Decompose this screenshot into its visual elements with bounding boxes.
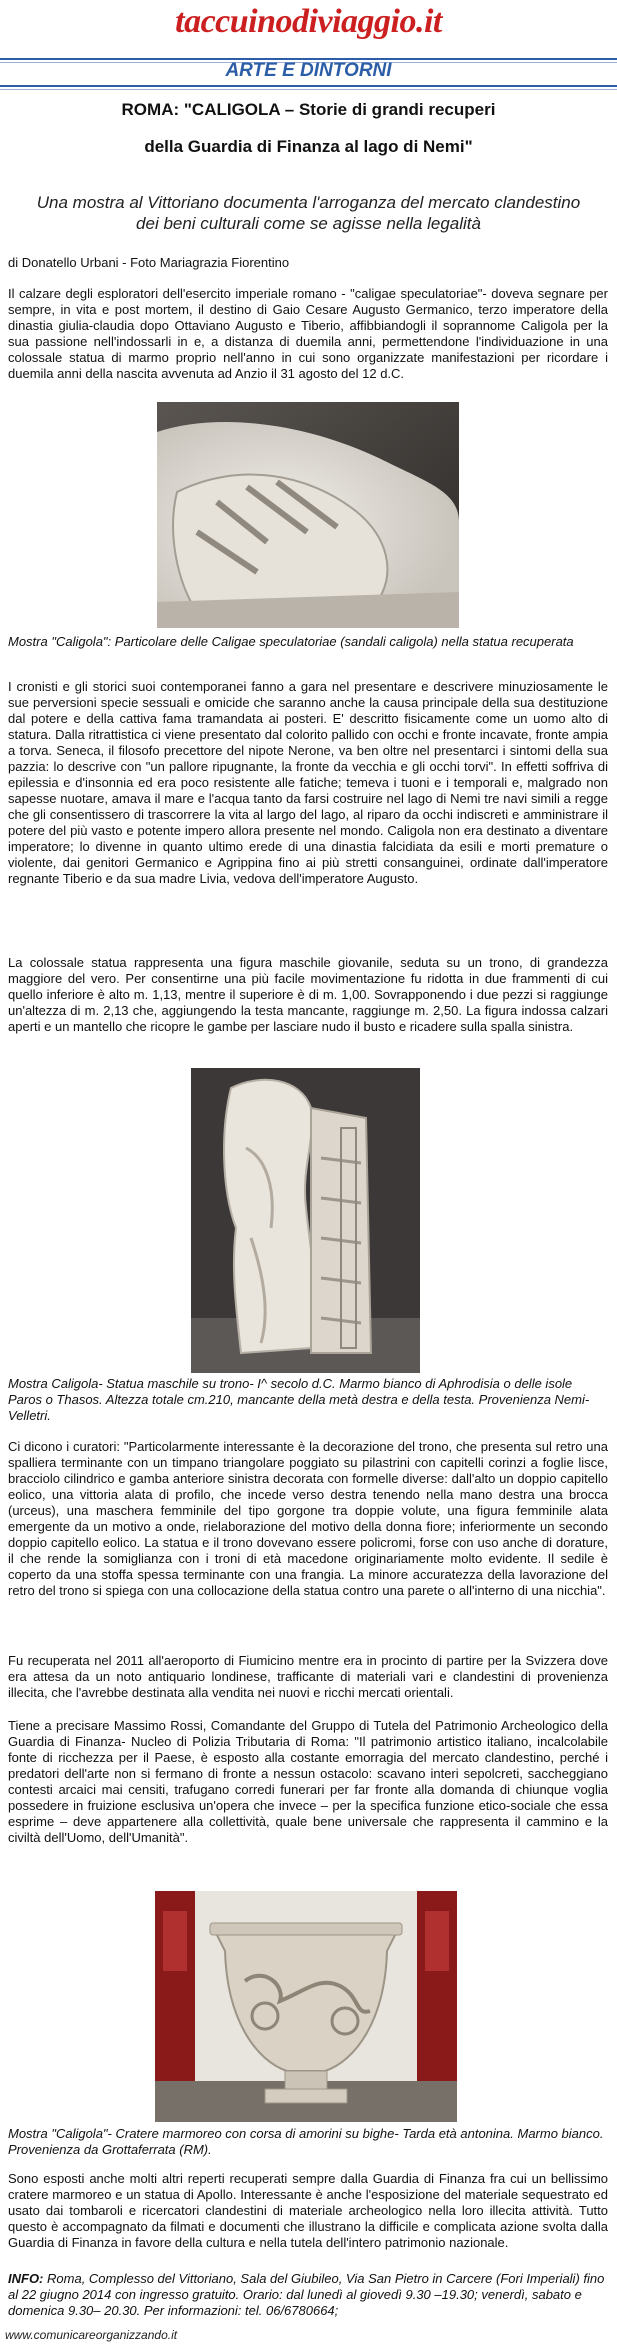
byline: di Donatello Urbani - Foto Mariagrazia Fiorentino xyxy=(8,255,290,270)
paragraph-1: Il calzare degli esploratori dell'esercito imperiale romano - "caligae speculatoriae"- doveva segnare per sempre, in vita e post mortem, il destino di Gaio Cesare Augusto Germanico, terzo imperatore della dinastia giulia-claudia dopo Ottaviano Augusto e Tiberio, affibbiandogli il soprannome Caligola per la sua passione nell'indossarli in e, a distanza di duemila anni, permettendone l'individuazione in una colossale statua di marmo proprio nell'anno in cui sono organizzate manifestazioni per ricordare i duemila anni della nascita avvenuta ad Anzio il 31 agosto del 12 d.C. xyxy=(8,286,608,381)
paragraph-3: La colossale statua rappresenta una figura maschile giovanile, seduta su un trono, di grandezza maggiore del vero. Per consentirne una più facile movimentazione fu ridotta in due frammenti di cui quello inferiore è alto m. 1,13, mentre il superiore è di m. 1,00. Sovrapponendo i due pezzi si raggiunge un'altezza di m. 2,13 che, aggiungendo la testa mancante, raggiunge m. 2,50. La figura indossa calzari aperti e un mantello che ricopre le gambe per lasciare nudo il busto e ricadere sulla spalla sinistra. xyxy=(8,955,608,1034)
paragraph-2: I cronisti e gli storici suoi contemporanei fanno a gara nel presentare e descrivere minuziosamente le sue perversioni specie sessuali e omicide che saranno anche la causa principale della sua destituzione dal potere e della cattiva fama tramandata ai posteri. E' descritto fisicamente come un uomo alto di statura. Dalla ritrattistica ci viene presentato dal colorito pallido con occhi e fronte incavate, fronte ampia a torva. Seneca, il filosofo precettore del nipote Nerone, va ben oltre nel presentarci i sintomi della sua pazzia: lo descrive con "un pallore ripugnante, la fronte da vecchia e gli occhi torvi". In effetti soffriva di epilessia e d'insonnia ed era poco resistente alle fatiche; temeva i tuoni e i temporali e, malgrado non sapesse nuotare, amava il mare e l'acqua tanto da farsi costruire nel lago di Nemi tre navi simili a regge che gli consentissero di trascorrere la vita al largo del lago, al riparo da occhi indiscreti e amministrare il potere del più vasto e potente impero allora presente nel mondo. Caligola non era destinato a diventare imperatore; lo divenne in quanto ultimo erede di una dinastia falcidiata da esili e morti premature o violente, dai genitori Germanico e Agrippina fino ai più stretti consanguinei, ordinate dall'imperatore regnante Tiberio e da sua madre Livia, vedova dell'imperatore Augusto. xyxy=(8,679,608,886)
info-text: Roma, Complesso del Vittoriano, Sala del Giubileo, Via San Pietro in Carcere (Fori Imperiali) fino al 22 giugno 2014 con ingresso gratuito. Orario: dal lunedì al giovedì 9.30 –19.30; venerdì, sabato e domenica 9.30– 20.30. Per informazioni: tel. 06/6780664; xyxy=(8,2271,605,2318)
caption-1: Mostra "Caligola": Particolare delle Caligae speculatoriae (sandali caligola) nella statua recuperata xyxy=(8,634,574,649)
headline-line-2: della Guardia di Finanza al lago di Nemi" xyxy=(144,137,473,156)
caption-2: Mostra Caligola- Statua maschile su trono- I^ secolo d.C. Marmo bianco di Aphrodisia o delle isole Paros o Thasos. Altezza totale cm.210, mancante della metà destra e della testa. Provenienza Nemi-Velletri. xyxy=(8,1376,590,1423)
subtitle-line-1: Una mostra al Vittoriano documenta l'arroganza del mercato clandestino xyxy=(36,193,581,212)
photo-caligae-detail xyxy=(157,402,459,628)
paragraph-7: Sono esposti anche molti altri reperti recuperati sempre dalla Guardia di Finanza fra cui un bellissimo cratere marmoreo e un statua di Apollo. Interessante è anche l'esposizione del materiale sequestrato ed usato dai tombaroli e ricercatori clandestini di materiale archeologico nella loro illecita attività. Tutto questo è accompagnato da filmati e documenti che illustrano la difficile e complicata azione svolta dalla Guardia di Finanza in favore della cultura e nella tutela dell'intero patrimonio nazionale. xyxy=(8,2171,608,2250)
info-label: INFO: xyxy=(8,2271,44,2286)
paragraph-4: Ci dicono i curatori: "Particolarmente interessante è la decorazione del trono, che presenta sul retro una spalliera terminante con un timpano triangolare poggiato su pilastrini con capitelli corinzi a foglie lisce, bracciolo cilindrico e gamba anteriore sinistra decorata con formelle diverse: dall'alto un doppio capitello eolico, una vittoria alata di profilo, che incede verso destra tenendo nella mano destra una brocca (urceus), una maschera femminile del tipo gorgone tra doppie volute, una figura femminile alata emergente da un motivo a onde, rielaborazione del motivo della donna fiore; inferiormente un secondo doppio capitello eolico. La statua e il trono dovevano essere policromi, forse con uso anche di dorature, il che rende la somiglianza con i troni di età macedone originariamente molto evidente. Il sedile è coperto da una stoffa spessa terminante con una frangia. La minore accuratezza della lavorazione del retro del trono si spiega con una collocazione della statua contro una parete o all'interno di una nicchia". xyxy=(8,1439,608,1598)
subtitle xyxy=(0,192,617,234)
photo-statue-on-throne xyxy=(191,1068,420,1373)
paragraph-6: Tiene a precisare Massimo Rossi, Comandante del Gruppo di Tutela del Patrimonio Archeologico della Guardia di Finanza- Nucleo di Polizia Tributaria di Roma: "Il patrimonio artistico italiano, incalcolabile fonte di ricchezza per il Paese, è esposto alla costante emorragia del mercato clandestino, perché i predatori dell'arte non si fermano di fronte a nessun ostacolo: scavano interi sepolcreti, saccheggiano contesti arcaici mai censiti, trafugano corredi funerari per far fronte alla domanda di chiunque voglia possedere in fruizione esclusiva un'opera che invece – per la specifica funzione etico-sociale che essa esprime – deve appartenere alla collettività, quale bene universale che rappresenta il cammino e la civiltà dell'Uomo, dell'Umanità". xyxy=(8,1718,608,1845)
site-logo[interactable]: taccuinodiviaggio.it xyxy=(175,3,442,40)
paragraph-5: Fu recuperata nel 2011 all'aeroporto di Fiumicino mentre era in procinto di partire per la Svizzera dove era attesa da un noto antiquario londinese, trafficante di materiali vari e clandestini di provenienza illecita, che l'avrebbe destinata alla vendita nei nuovi e ricchi mercati orientali. xyxy=(8,1653,608,1700)
subtitle-line-2: dei beni culturali come se agisse nella legalità xyxy=(136,214,481,233)
section-title: ARTE E DINTORNI xyxy=(225,60,392,81)
info-box xyxy=(8,2271,608,2319)
photo-marble-crater xyxy=(155,1891,457,2122)
source-link[interactable]: www.comunicareorganizzando.it xyxy=(5,2328,178,2342)
caption-3: Mostra "Caligola"- Cratere marmoreo con corsa di amorini su bighe- Tarda età antonina. Marmo bianco. Provenienza da Grottaferrata (RM). xyxy=(8,2126,604,2157)
headline-line-1: ROMA: "CALIGOLA – Storie di grandi recuperi xyxy=(121,100,496,119)
section-divider xyxy=(0,85,617,90)
